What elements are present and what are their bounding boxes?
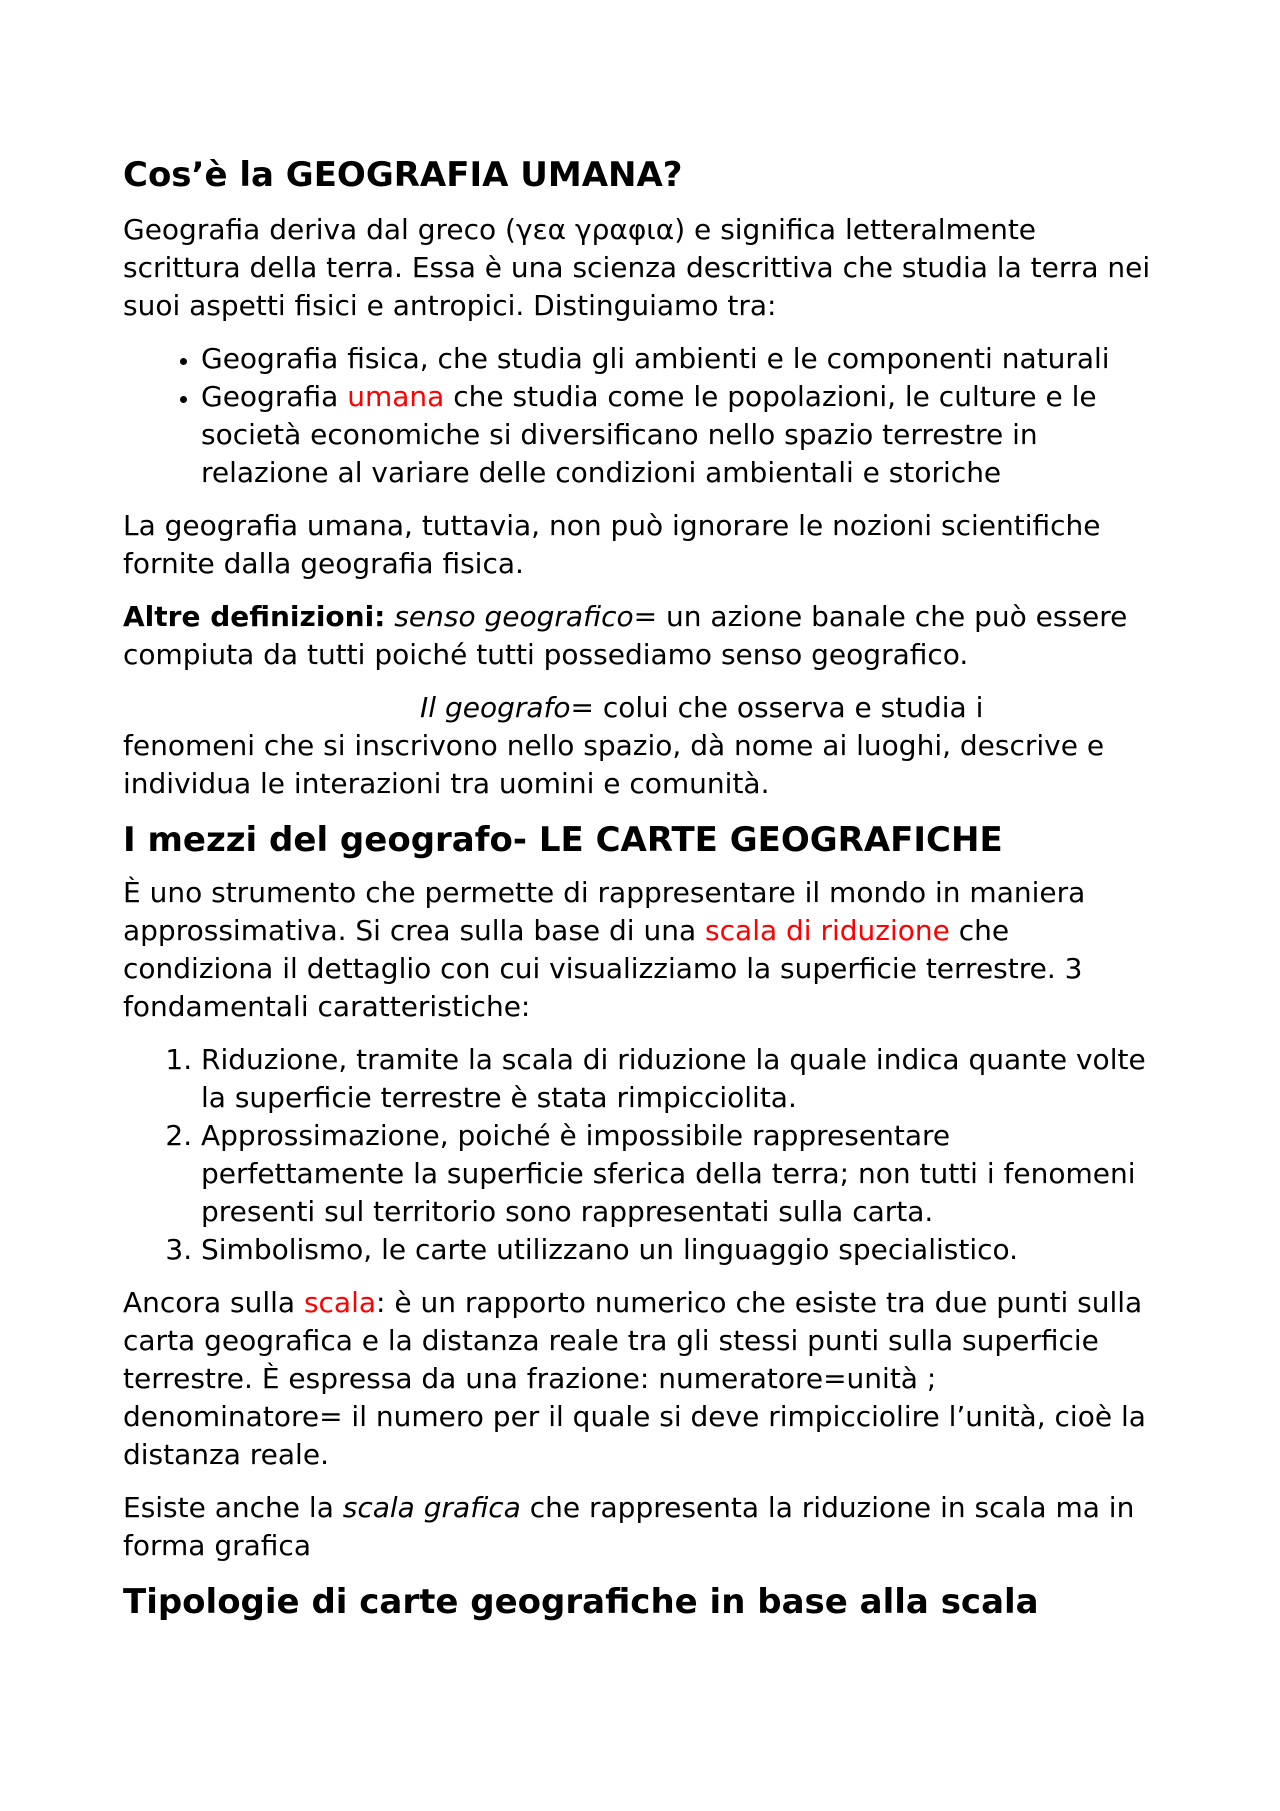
scala-text: : è un rapporto numerico che esiste tra due punti sulla carta geografica e la distanza reale tra gli stessi punti sulla superficie terrestre. È espressa da una frazione: numeratore=unità ; denominatore= il numero per il quale si deve rimpicciolire l’unità, cioè la distanza reale. [123, 1286, 1146, 1471]
list-item-umana [201, 378, 1160, 492]
feature-item-riduzione: 1. Riduzione, tramite la scala di riduzione la quale indica quante volte la superficie terrestre è stata rimpicciolita. [201, 1041, 1160, 1117]
term-geografo: Il geografo [420, 691, 571, 724]
definitions-paragraph [123, 598, 1160, 674]
scala-grafica-paragraph [123, 1489, 1160, 1565]
highlight-umana: umana [347, 380, 445, 413]
definition-senso-geografico: = un azione banale che può essere compiuta da tutti poiché tutti possediamo senso geografico. [123, 600, 1128, 671]
scala-paragraph [123, 1284, 1160, 1474]
highlight-scala: scala [303, 1286, 377, 1319]
definitions-label: Altre definizioni: [123, 600, 386, 633]
term-senso-geografico: senso geografico [394, 600, 634, 633]
list-item-text: Geografia [201, 380, 348, 413]
feature-item-simbolismo: 3. Simbolismo, le carte utilizzano un linguaggio specialistico. [201, 1231, 1160, 1269]
definition-geografo-start: = colui che osserva e studia i [570, 691, 984, 724]
list-item-text: che studia come le popolazioni, le culture e le società economiche si diversificano nello spazio terrestre in relazione al variare delle condizioni ambientali e storiche [201, 380, 1097, 489]
term-scala-grafica: scala grafica [342, 1491, 521, 1524]
geografo-first-line [123, 689, 1160, 727]
scala-grafica-text: che rappresenta la riduzione in scala ma in forma grafica [123, 1491, 1135, 1562]
carte-text: che condiziona il dettaglio con cui visualizziamo la superficie terrestre. 3 fondamentali caratteristiche: [123, 914, 1083, 1023]
intro-paragraph [123, 211, 1160, 325]
carte-paragraph [123, 874, 1160, 1026]
carte-text: È uno strumento che permette di rappresentare il mondo in maniera approssimativa. Si crea sulla base di una [123, 876, 1086, 947]
feature-item-approssimazione: 2. Approssimazione, poiché è impossibile rappresentare perfettamente la superficie sferica della terra; non tutti i fenomeni presenti sul territorio sono rappresentati sulla carta. [201, 1117, 1160, 1231]
geography-types-list [123, 340, 1160, 492]
scala-grafica-text: Esiste anche la [123, 1491, 343, 1524]
section-heading-tipologie: Tipologie di carte geografiche in base alla scala [123, 1582, 1039, 1622]
definition-geografo-rest: fenomeni che si inscrivono nello spazio, dà nome ai luoghi, descrive e individua le interazioni tra uomini e comunità. [123, 729, 1105, 800]
highlight-scala-di-riduzione: scala di riduzione [705, 914, 950, 947]
features-list [123, 1041, 1160, 1269]
scala-text: Ancora sulla [123, 1286, 304, 1319]
geografo-paragraph [123, 689, 1160, 803]
umana-paragraph: La geografia umana, tuttavia, non può ignorare le nozioni scientifiche fornite dalla geografia fisica. [123, 509, 1101, 580]
section-heading-carte: I mezzi del geografo- LE CARTE GEOGRAFICHE [123, 820, 1003, 860]
list-item-fisica [201, 340, 1160, 378]
page-title: Cos’è la GEOGRAFIA UMANA? [123, 155, 683, 195]
intro-text: Geografia deriva dal greco (γεα γραφια) e significa letteralmente scrittura della terra. Essa è una scienza descrittiva che studia la terra nei suoi aspetti fisici e antropici. Distinguiamo tra: [123, 213, 1151, 322]
list-item-text: Geografia fisica, che studia gli ambienti e le componenti naturali [201, 342, 1110, 375]
